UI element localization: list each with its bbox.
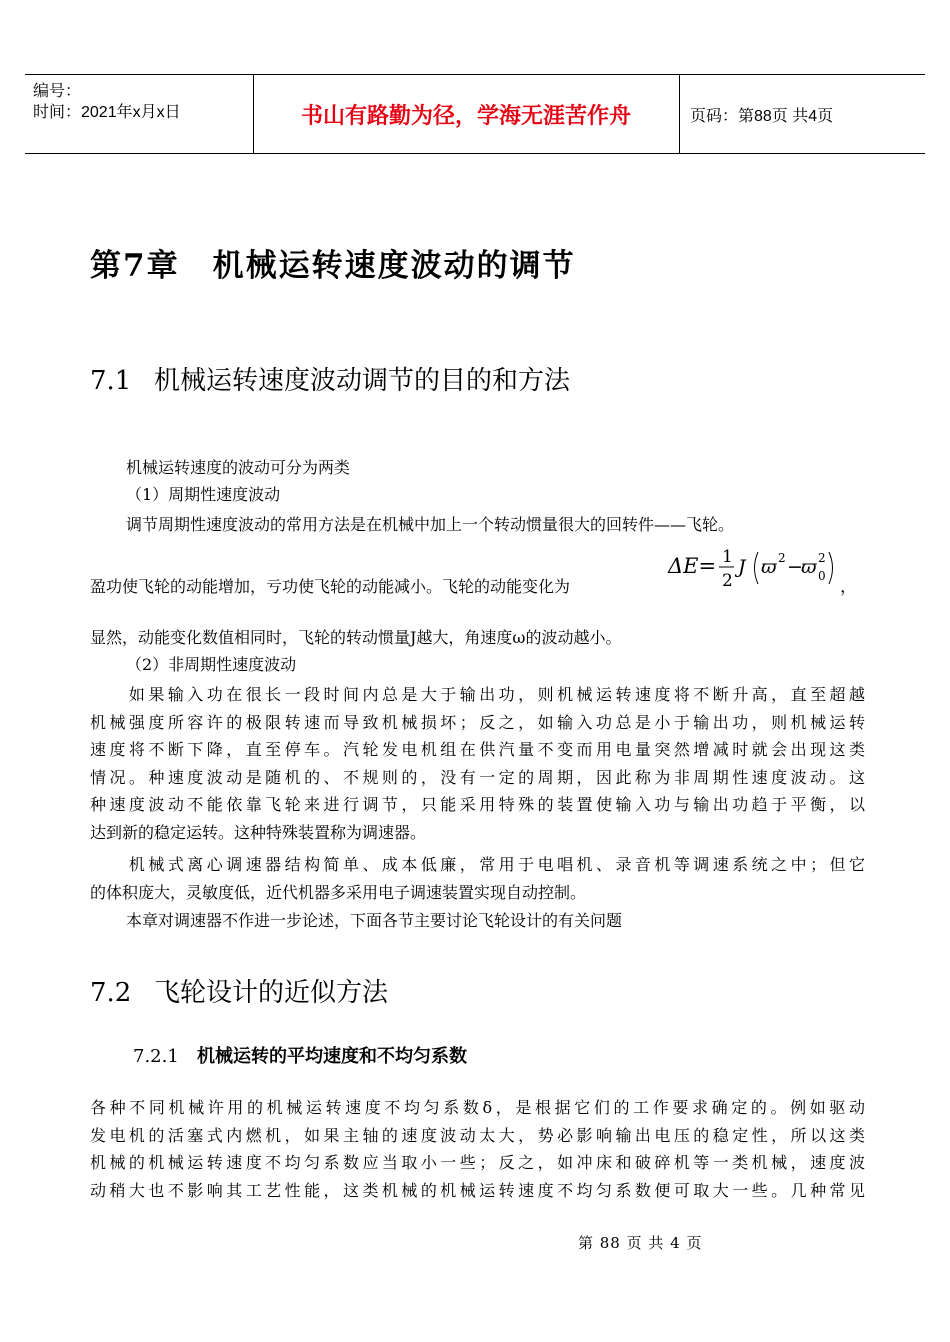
paragraph-line: 发电机的活塞式内燃机，如果主轴的速度波动太大，势必影响输出电压的稳定性，所以这类 [90,1125,865,1145]
formula-numerator: 1 [722,547,733,567]
section-number: 7.1 [90,366,132,396]
paragraph-line: 机械的机械运转速度不均匀系数应当取小一些；反之，如冲床和破碎机等一类机械，速度波 [90,1153,865,1172]
paragraph-line: 速度将不断下降，直至停车。汽轮发电机组在供汽量不变而用电量突然增减时就会出现这类 [90,740,865,759]
formula-lhs: ΔE= [668,554,717,578]
header-meta [33,81,181,123]
subsection-title: 机械运转的平均速度和不均匀系数 [197,1046,467,1067]
left-paren [755,552,759,584]
right-paren [829,552,833,584]
paragraph-line: 机械运转速度的波动可分为两类 [126,458,351,477]
formula-minus: − [787,556,803,578]
section-heading-7-1 [90,360,570,397]
paragraph-nonperiodic [90,681,865,846]
paragraph-line: 本章对调速器不作进一步论述，下面各节主要讨论飞轮设计的有关问题 [126,911,623,930]
formula-subscript: 0 [818,569,826,583]
paragraph-line: （1）周期性速度波动 [126,485,281,504]
page-header [25,74,925,154]
formula-comma: ， [840,577,857,597]
formula-denominator: 2 [722,571,733,591]
header-divider [253,75,254,153]
paragraph-line: 动稍大也不影响其工艺性能，这类机械的机械运转速度不均匀系数便可取大一些。几种常见 [90,1180,865,1200]
formula-omega-0: ϖ [801,556,817,578]
paragraph-line: 达到新的稳定运转。这种特殊装置称为调速器。 [90,822,427,842]
page-footer: 第 88 页 共 4 页 [578,1234,703,1252]
paragraph-line: 的体积庞大，灵敏度低，近代机器多采用电子调速装置实现自动控制。 [90,882,587,902]
paragraph-uneven-coefficient [90,1094,865,1204]
time-label: 时间：2021年x月x日 [33,104,181,121]
formula-square: 2 [818,551,826,565]
code-label: 编号： [33,83,82,100]
kinetic-energy-formula [668,540,857,600]
formula-omega: ϖ [761,556,777,578]
formula-square: 2 [778,551,786,565]
formula-inertia: J [738,556,746,578]
header-motto: 书山有路勤为径，学海无涯苦作舟 [300,102,631,128]
paragraph-line: 调节周期性速度波动的常用方法是在机械中加上一个转动惯量很大的回转件——飞轮。 [126,515,735,534]
section-heading-7-2 [90,972,388,1009]
paragraph-line: 种速度波动不能依靠飞轮来进行调节，只能采用特殊的装置使输入功与输出功趋于平衡，以 [90,795,865,814]
header-page-info: 页码：第88页 共4页 [690,107,834,125]
chapter-title: 第7章 机械运转速度波动的调节 [90,248,576,284]
section-title: 机械运转速度波动调节的目的和方法 [154,366,571,396]
paragraph-line: 机械强度所容许的极限转速而导致机械损坏；反之，如输入功总是小于输出功，则机械运转 [90,712,865,732]
paragraph-line: 各种不同机械许用的机械运转速度不均匀系数δ，是根据它们的工作要求确定的。例如驱动 [90,1098,865,1117]
header-divider [679,75,680,153]
paragraph-line: 如果输入功在很长一段时间内总是大于输出功，则机械运转速度将不断升高，直至超越 [90,685,865,704]
paragraph-line: （2）非周期性速度波动 [126,655,297,674]
section-number: 7.2 [90,978,132,1008]
paragraph-line: 盈功使飞轮的动能增加，亏功使飞轮的动能减小。飞轮的动能变化为 [90,577,571,596]
paragraph-line: 显然，动能变化数值相同时，飞轮的转动惯量J越大，角速度ω的波动越小。 [90,628,622,647]
section-title: 飞轮设计的近似方法 [154,978,389,1008]
subsection-heading-7-2-1 [133,1042,467,1068]
paragraph-governor [90,851,865,906]
subsection-number: 7.2.1 [133,1046,179,1067]
paragraph-line: 情况。种速度波动是随机的、不规则的，没有一定的周期，因此称为非周期性速度波动。这 [90,767,865,787]
paragraph-line: 机械式离心调速器结构简单、成本低廉，常用于电唱机、录音机等调速系统之中；但它 [90,855,865,874]
